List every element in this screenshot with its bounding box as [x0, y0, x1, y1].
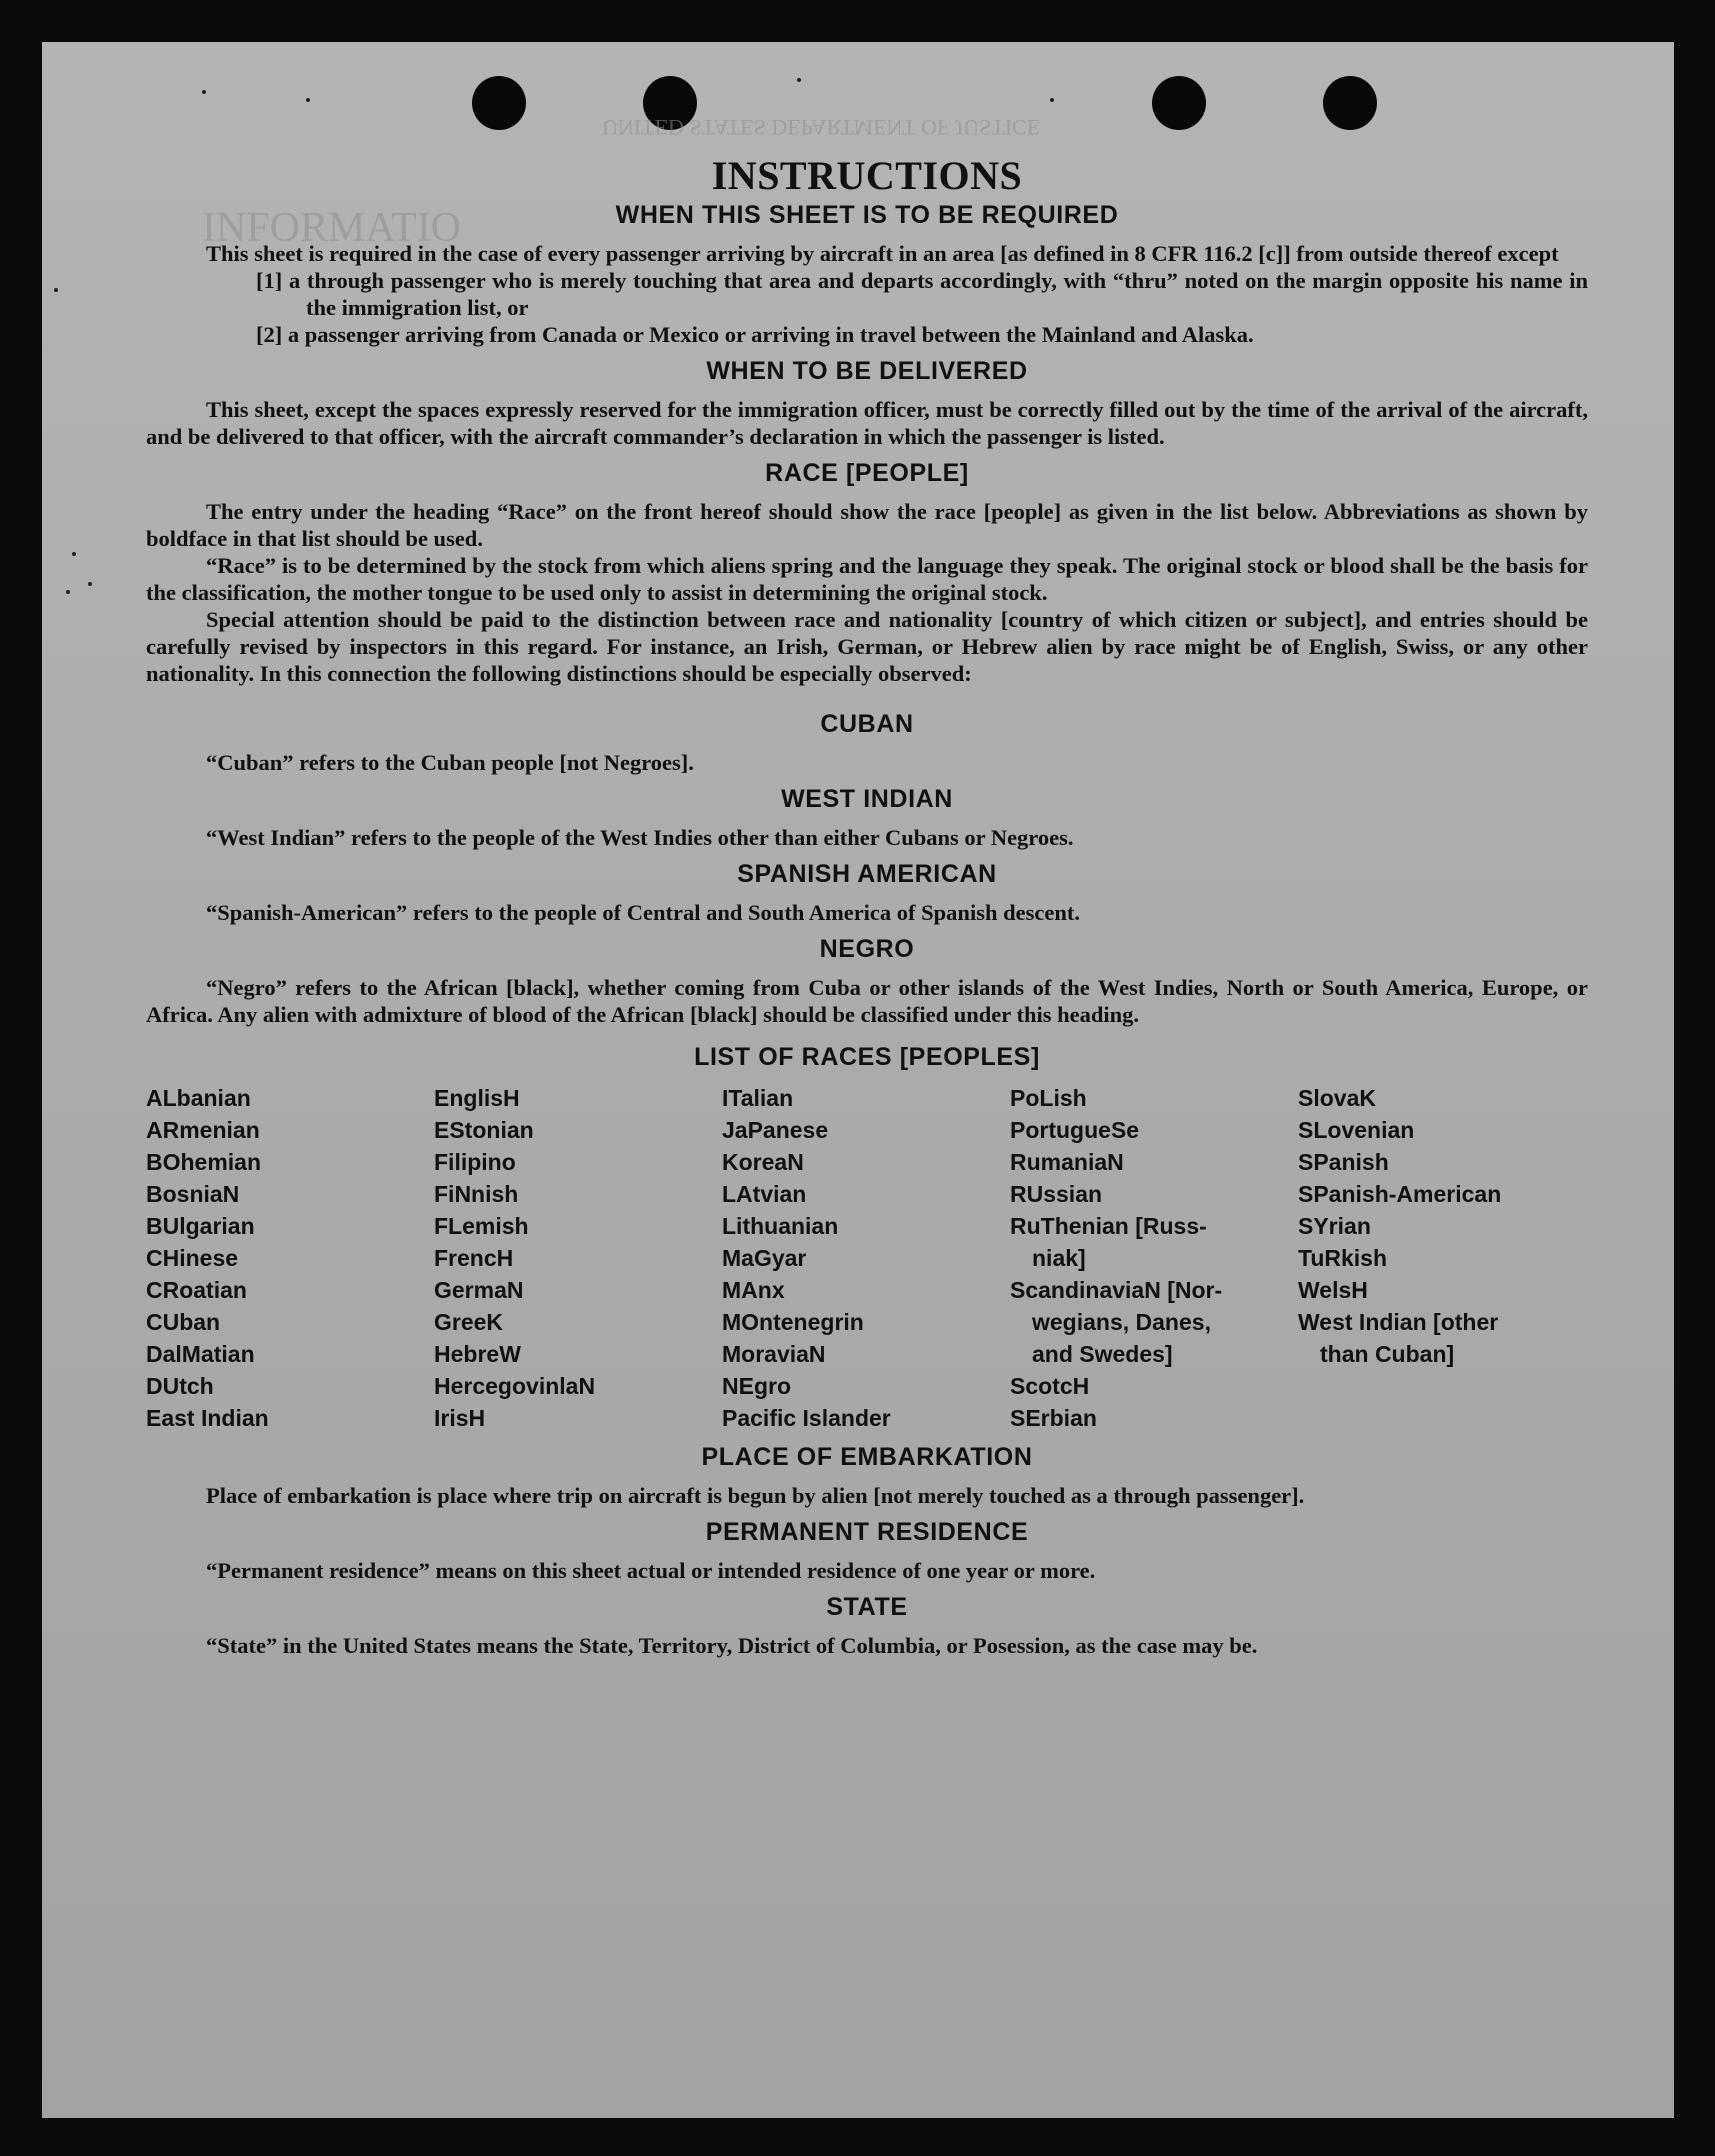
race-item: MoraviaN [722, 1341, 826, 1367]
race-item: ITalian [722, 1085, 794, 1111]
race-item: RumaniaN [1010, 1149, 1124, 1175]
section-heading: PERMANENT RESIDENCE [705, 1518, 1029, 1546]
race-item: BOhemian [146, 1149, 262, 1175]
speck [306, 98, 310, 102]
race-item: FLemish [434, 1213, 529, 1239]
race-item: NEgro [722, 1373, 791, 1399]
race-item: SlovaK [1298, 1085, 1376, 1111]
race-item: MOntenegrin [722, 1309, 864, 1335]
document-page [42, 42, 1674, 2118]
bleed-through-text: INFORMATIO [202, 205, 462, 251]
section-heading: WHEN THIS SHEET IS TO BE REQUIRED [615, 201, 1119, 229]
race-item: SLovenian [1298, 1117, 1415, 1143]
speck [88, 582, 92, 586]
race-item: and Swedes] [1032, 1341, 1173, 1367]
race-item: MAnx [722, 1277, 785, 1303]
paragraph: “Race” is to be determined by the stock from which aliens spring and the language they speak. The original stock or blood shall be the basis for the classification, the mother tongue to be used only to assist in determining the original stock. [146, 553, 1588, 605]
race-item: West Indian [other [1298, 1309, 1499, 1335]
race-column [1010, 1082, 1298, 1434]
race-item: CUban [146, 1309, 221, 1335]
race-item: ScandinaviaN [Nor- [1010, 1277, 1223, 1303]
race-item: Filipino [434, 1149, 516, 1175]
page-title: INSTRUCTIONS [711, 153, 1023, 198]
race-item: ScotcH [1010, 1373, 1090, 1399]
race-item: TuRkish [1298, 1245, 1388, 1271]
speck [54, 288, 58, 292]
race-item: CRoatian [146, 1277, 247, 1303]
race-item: ALbanian [146, 1085, 251, 1111]
speck [1050, 98, 1054, 102]
race-column [146, 1082, 434, 1434]
race-item: CHinese [146, 1245, 239, 1271]
punch-hole [472, 76, 526, 130]
race-item: RUssian [1010, 1181, 1103, 1207]
speck [202, 90, 206, 94]
race-item: HercegovinlaN [434, 1373, 596, 1399]
paragraph: “Cuban” refers to the Cuban people [not Negroes]. [206, 750, 694, 775]
race-item: Pacific Islander [722, 1405, 891, 1431]
race-item: WelsH [1298, 1277, 1368, 1303]
section-heading: LIST OF RACES [PEOPLES] [694, 1043, 1040, 1071]
paragraph: Place of embarkation is place where trip on aircraft is begun by alien [not merely touched as a through passenger]. [206, 1483, 1305, 1508]
race-item: EnglisH [434, 1085, 520, 1111]
race-item: SPanish-American [1298, 1181, 1502, 1207]
paragraph: “State” in the United States means the State, Territory, District of Columbia, or Posession, as the case may be. [206, 1633, 1258, 1658]
race-item: ARmenian [146, 1117, 260, 1143]
punch-hole [1323, 76, 1377, 130]
paragraph: This sheet, except the spaces expressly reserved for the immigration officer, must be correctly filled out by the time of the arrival of the aircraft, and be delivered to that officer, with the aircraft commander’s declaration in which the passenger is listed. [146, 397, 1588, 449]
bleed-through-text: UNITED STATES DEPARTMENT OF JUSTICE [602, 115, 1041, 140]
paragraph: “Negro” refers to the African [black], whether coming from Cuba or other islands of the West Indies, North or South America, Europe, or Africa. Any alien with admixture of blood of the African [black] should be classified under this heading. [146, 975, 1588, 1027]
paragraph: “West Indian” refers to the people of the West Indies other than either Cubans or Negroes. [206, 825, 1074, 850]
race-item: than Cuban] [1320, 1341, 1455, 1367]
race-column [1298, 1082, 1586, 1434]
race-item: GreeK [434, 1309, 504, 1335]
section-heading: NEGRO [819, 935, 915, 963]
race-item: HebreW [434, 1341, 521, 1367]
race-item: FrencH [434, 1245, 514, 1271]
race-column [722, 1082, 1010, 1434]
race-item: DalMatian [146, 1341, 255, 1367]
paragraph: The entry under the heading “Race” on the front hereof should show the race [people] as given in the list below. Abbreviations as shown by boldface in that list should be used. [146, 499, 1588, 551]
paragraph: Special attention should be paid to the distinction between race and nationality [country of which citizen or subject], and entries should be carefully revised by inspectors in this regard. For instance, an Irish, German, or Hebrew alien by race might be of English, Swiss, or any other nationality. In this connection the following distinctions should be especially observed: [146, 607, 1588, 686]
race-item: SYrian [1298, 1213, 1371, 1239]
speck [72, 552, 76, 556]
list-item: [2] a passenger arriving from Canada or Mexico or arriving in travel between the Mainland and Alaska. [256, 322, 1254, 347]
section-heading: SPANISH AMERICAN [737, 860, 997, 888]
race-column [434, 1082, 722, 1434]
speck [797, 78, 801, 82]
punch-hole [1152, 76, 1206, 130]
section-heading: RACE [PEOPLE] [765, 459, 969, 487]
race-item: GermaN [434, 1277, 524, 1303]
race-item: FiNnish [434, 1181, 519, 1207]
race-item: DUtch [146, 1373, 214, 1399]
section-heading: STATE [826, 1593, 908, 1621]
paragraph: This sheet is required in the case of every passenger arriving by aircraft in an area [as defined in 8 CFR 116.2 [c]] from outside thereof except [206, 241, 1559, 266]
race-item: EStonian [434, 1117, 534, 1143]
race-item: IrisH [434, 1405, 486, 1431]
section-heading: WHEN TO BE DELIVERED [706, 357, 1028, 385]
race-item: SPanish [1298, 1149, 1389, 1175]
race-list [146, 1082, 1588, 1434]
section-heading: CUBAN [820, 710, 914, 738]
race-item: BUlgarian [146, 1213, 255, 1239]
race-item: LAtvian [722, 1181, 807, 1207]
race-item: SErbian [1010, 1405, 1097, 1431]
race-item: PortugueSe [1010, 1117, 1140, 1143]
list-item: [1] a through passenger who is merely touching that area and departs accordingly, with “thru” noted on the margin opposite his name in the immigration list, or [256, 268, 1588, 320]
race-item: KoreaN [722, 1149, 804, 1175]
race-item: MaGyar [722, 1245, 807, 1271]
race-item: PoLish [1010, 1085, 1087, 1111]
race-item: JaPanese [722, 1117, 829, 1143]
paragraph: “Permanent residence” means on this sheet actual or intended residence of one year or more. [206, 1558, 1096, 1583]
race-item: Lithuanian [722, 1213, 839, 1239]
race-item: RuThenian [Russ- [1010, 1213, 1207, 1239]
race-item: BosniaN [146, 1181, 240, 1207]
section-heading: PLACE OF EMBARKATION [701, 1443, 1033, 1471]
race-item: wegians, Danes, [1032, 1309, 1211, 1335]
paragraph: “Spanish-American” refers to the people of Central and South America of Spanish descent. [206, 900, 1080, 925]
race-item: niak] [1032, 1245, 1086, 1271]
speck [66, 590, 70, 594]
instructions-body [146, 154, 1588, 1659]
race-item: East Indian [146, 1405, 269, 1431]
section-heading: WEST INDIAN [781, 785, 953, 813]
